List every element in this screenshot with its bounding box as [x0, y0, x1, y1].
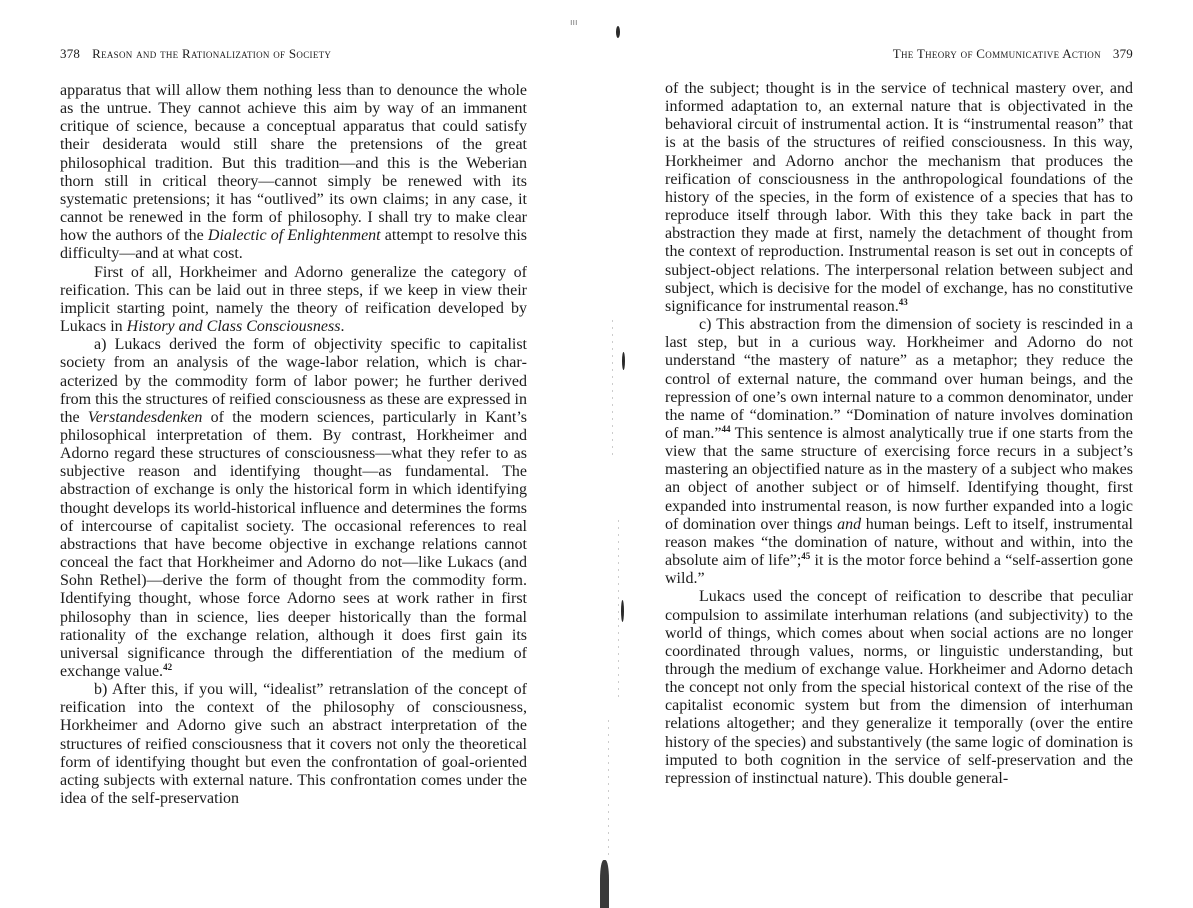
- left-body-text: [60, 82, 527, 808]
- right-page: [665, 0, 1133, 908]
- gutter-speckle-3: [608, 720, 609, 860]
- gutter-mark: ııı: [570, 18, 578, 28]
- footnote-ref-42[interactable]: 42: [163, 662, 173, 672]
- gutter-smudge-lower: [621, 600, 624, 622]
- book-title-dialectic: Dialectic of Enlightenment: [207, 227, 381, 245]
- right-paragraph-2: c) This abstraction from the dimension of society is rescinded in a last step, but in a curious way. Horkheimer and Adorno do not understand “the mastery of nature” as a metaphor; they reduce the control of external nature, the command over human beings, and the repression of one’s own internal nature to a common denominator, under the name of “domination.” “Domination of nature involves domination of man.”$^{44}$ This sentence is almost analytically true if one starts from the view that the same structure of exercising force recurs in a subject’s mastering an objectified nature as in the mastery of a subject who makes an object of another subject or of himself. Identifying thought, first expanded into instrumental reason, is now further expanded into a logic of domination over things and human beings. Left to itself, instrumental reason makes “the domination of nature, without and within, into the absolute aim of life”;$^{45}$ it is the motor force behind a “self-assertion gone wild.”: [665, 316, 1134, 588]
- footnote-ref-45[interactable]: 45: [801, 551, 811, 562]
- footnote-ref-43[interactable]: 43: [898, 296, 908, 307]
- right-body-text: [665, 80, 1133, 788]
- term-verstandesdenken: Verstandesdenken: [87, 408, 203, 426]
- gutter-smudge-mid: [622, 352, 625, 370]
- left-running-head: [60, 46, 331, 62]
- right-running-head: [893, 46, 1133, 62]
- gutter-speckle-2: [618, 520, 619, 700]
- left-page-number: 378: [60, 46, 81, 61]
- right-running-title: The Theory of Communicative Action: [892, 46, 1101, 61]
- gutter-smudge-bottom: [600, 860, 609, 908]
- left-page: [60, 0, 527, 908]
- left-paragraph-1: apparatus that will allow them nothing less than to denounce the whole as the untrue. They cannot achieve this aim by way of an immanent critique of science, because a conceptual apparatus that could satisfy their desiderata would still share the pretensions of the great philosophical tradition. But this tradition—and this is the Weberian thorn still in critical theory—cannot simply be renewed with its systematic pretensions; it has “outlived” its own claims; in any case, it cannot be renewed in the form of philosophy. I shall try to make clear how the authors of the Dialectic of Enlightenment attempt to resolve this difficulty—and at what cost.: [60, 82, 528, 263]
- book-title-history: History and Class Consciousness: [126, 318, 341, 336]
- left-running-title: Reason and the Rationalization of Society: [92, 46, 332, 61]
- left-paragraph-4: b) After this, if you will, “idealist” retranslation of the concept of reification into the context of the philosophy of consciousness, Horkheimer and Adorno give such an abstract interpretation of the structures of reified consciousness that it covers not only the theoretical form of identifying thought but even the confrontation of goal-oriented acting subjects with external nature. This confrontation comes under the idea of the self-preservation: [60, 681, 527, 808]
- left-paragraph-3: a) Lukacs derived the form of objectivity specific to capitalist society from an analysis of the wage-labor relation, which is characterized by the commodity form of labor power; he further derived from this the structures of reified consciousness as these are expressed in the Verstandesdenken of the modern sciences, particularly in Kant’s philosophical interpretation of them. By contrast, Horkheimer and Adorno regard these structures of consciousness—what they refer to as subjective reason and identifying thought—as fundamental. The abstraction of exchange is only the historical form in which identifying thought develops its world-historical influence and determines the forms of intercourse of capitalist society. The occasional references to real abstractions that have become objective in exchange relations cannot conceal the fact that Horkheimer and Adorno do not—like Lukacs (and Sohn Rethel)—derive the form of thought from the commodity form. Identifying thought, whose force Adorno sees at work rather in first philosophy than in science, lies deeper historically than the formal rationality of the exchange relation, although it does first gain its universal significance through the differentiation of the medium of exchange value.$^{42}$: [60, 336, 528, 680]
- right-paragraph-1: of the subject; thought is in the service of technical mastery over, and informed adaptation to, an external nature that is objectivated in the behavioral circuit of instrumental action. It is “instrumental reason” that is at the basis of the structures of reified consciousness. In this way, Horkheimer and Adorno anchor the mechanism that produces the reification of consciousness in the anthropological foundations of the history of the species, in the form of existence of a species that has to reproduce itself through labor. With this they take back in part the abstraction they made at first, namely the detachment of thought from the context of reproduction. Instrumental reason is set out in concepts of subject-object relations. The interpersonal relation between subject and subject, which is decisive for the model of exchange, has no constitutive significance for instrumental reason.$^{43}$: [665, 80, 1133, 315]
- footnote-ref-44[interactable]: 44: [721, 423, 731, 434]
- emphasis-and: and: [837, 515, 862, 533]
- gutter-speckle-1: [612, 320, 613, 460]
- right-page-number: 379: [1112, 46, 1133, 61]
- gutter-smudge-top: [616, 26, 620, 38]
- spine-gutter: [560, 0, 640, 908]
- right-paragraph-3: Lukacs used the concept of reification to describe that peculiar compulsion to assimilate interhuman relations (and subjectivity) to the world of things, which comes about when social actions are no longer coordinated through values, norms, or linguistic understanding, but through the medium of exchange value. Horkheimer and Adorno detach the concept not only from the special historical context of the rise of the capitalist economic system but from the dimension of interhuman relations altogether; and they generalize it temporally (over the entire history of the species) and substantively (the same logic of domination is imputed to both cognition in the service of self-preservation and the repression of instinctual nature). This double general-: [665, 588, 1133, 787]
- left-paragraph-2: First of all, Horkheimer and Adorno generalize the category of reification. This can be laid out in three steps, if we keep in view their implicit starting point, namely the theory of reification developed by Lukacs in History and Class Consciousness.: [60, 263, 527, 336]
